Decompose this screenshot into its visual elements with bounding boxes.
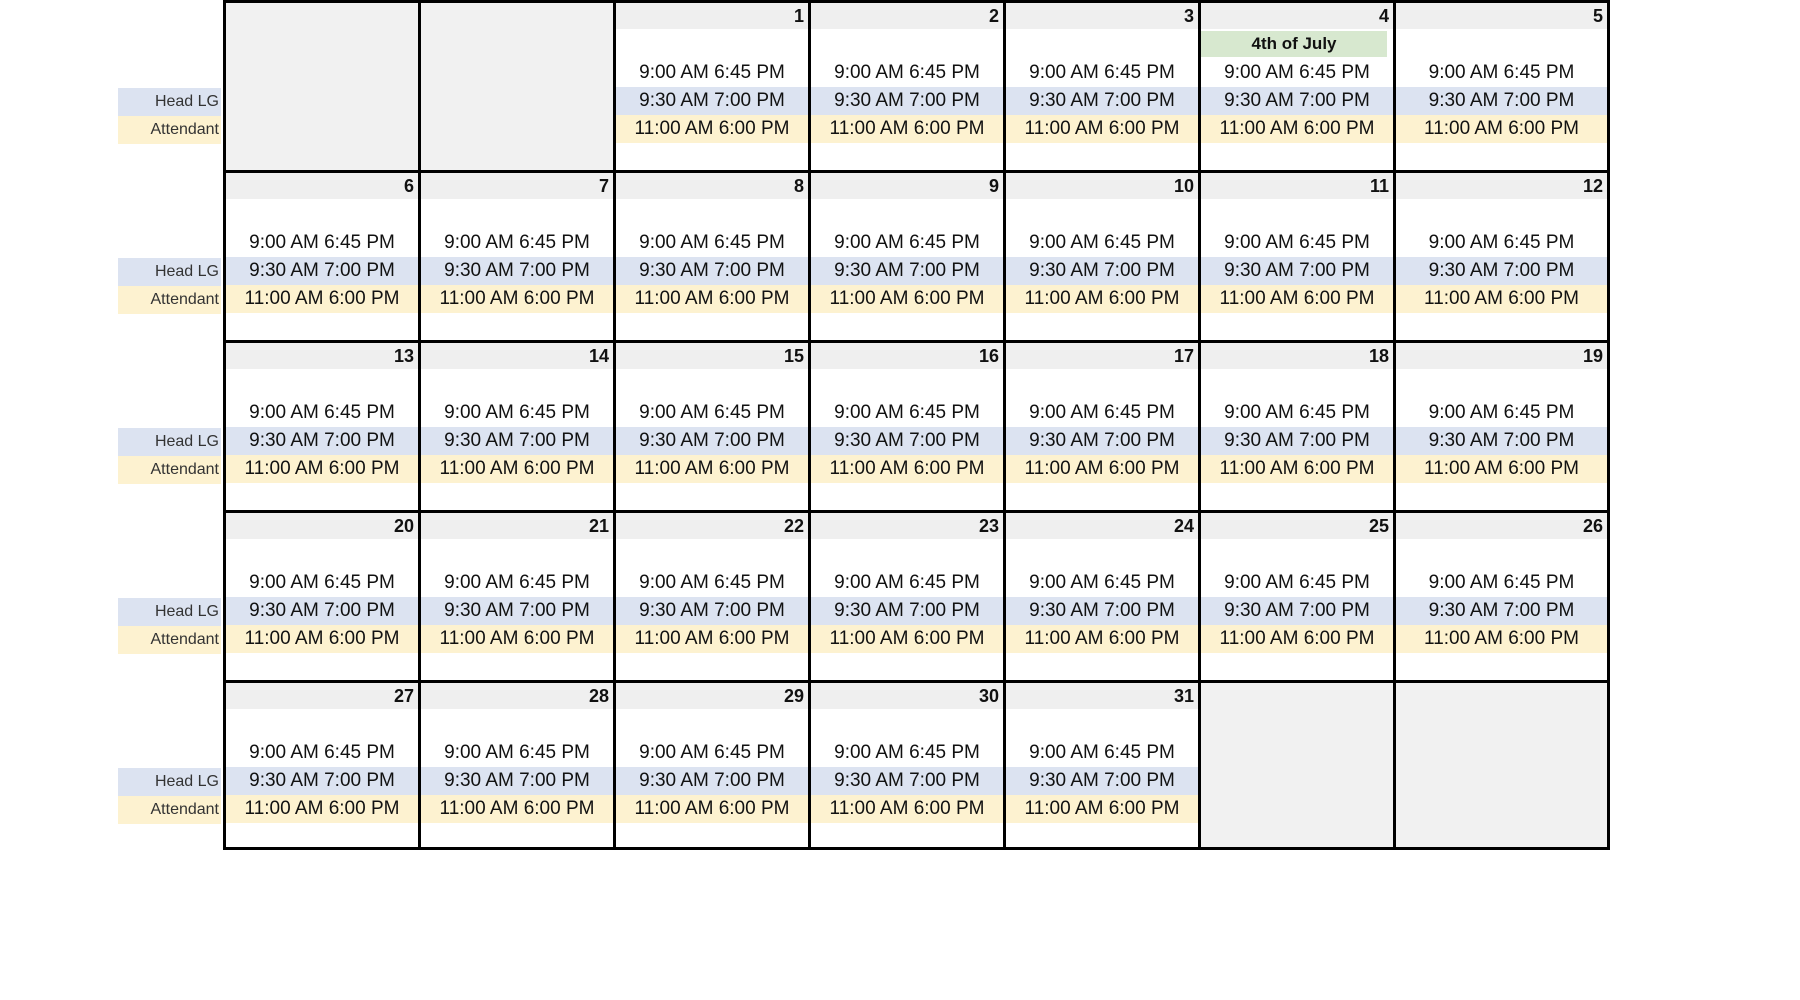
day-number: 1	[616, 3, 808, 29]
day-cell	[1198, 340, 1393, 510]
attendant-label: Attendant	[118, 286, 221, 314]
day-number: 3	[1006, 3, 1198, 29]
day-cell	[1003, 0, 1198, 170]
empty-day-cell	[418, 0, 613, 170]
shift-time-1: 9:00 AM 6:45 PM	[1224, 402, 1370, 423]
head-lg-shift: 9:30 AM 7:00 PM	[226, 427, 418, 455]
row-labels	[118, 170, 223, 340]
day-number: 12	[1396, 173, 1607, 199]
day-cell	[613, 170, 808, 340]
head-lg-shift: 9:30 AM 7:00 PM	[616, 257, 808, 285]
attendant-label: Attendant	[118, 116, 221, 144]
day-cell	[223, 340, 418, 510]
head-lg-shift: 9:30 AM 7:00 PM	[1006, 257, 1198, 285]
day-number: 28	[421, 683, 613, 709]
day-number: 7	[421, 173, 613, 199]
day-cell	[1198, 170, 1393, 340]
day-cell	[418, 340, 613, 510]
attendant-shift: 11:00 AM 6:00 PM	[1006, 455, 1198, 483]
shift-time-1: 9:00 AM 6:45 PM	[1428, 402, 1575, 423]
day-cell	[1003, 510, 1198, 680]
day-cell	[1198, 510, 1393, 680]
row-labels	[118, 340, 223, 510]
schedule-calendar	[118, 0, 1610, 850]
row-labels	[118, 510, 223, 680]
shift-time-1: 9:00 AM 6:45 PM	[1224, 62, 1370, 83]
day-number: 4	[1201, 3, 1393, 29]
attendant-shift: 11:00 AM 6:00 PM	[226, 625, 418, 653]
attendant-label: Attendant	[118, 456, 221, 484]
day-number: 25	[1201, 513, 1393, 539]
shift-time-1: 9:00 AM 6:45 PM	[639, 742, 785, 763]
shift-time-1: 9:00 AM 6:45 PM	[249, 572, 395, 593]
attendant-shift: 11:00 AM 6:00 PM	[811, 795, 1003, 823]
head-lg-shift: 9:30 AM 7:00 PM	[226, 257, 418, 285]
attendant-shift: 11:00 AM 6:00 PM	[226, 285, 418, 313]
day-number: 18	[1201, 343, 1393, 369]
day-number: 16	[811, 343, 1003, 369]
attendant-shift: 11:00 AM 6:00 PM	[1006, 115, 1198, 143]
head-lg-shift: 9:30 AM 7:00 PM	[226, 767, 418, 795]
head-lg-shift: 9:30 AM 7:00 PM	[421, 427, 613, 455]
head-lg-shift: 9:30 AM 7:00 PM	[1396, 257, 1607, 285]
attendant-shift: 11:00 AM 6:00 PM	[1006, 795, 1198, 823]
day-number: 22	[616, 513, 808, 539]
attendant-label: Attendant	[118, 626, 221, 654]
head-lg-label: Head LG	[118, 768, 221, 796]
day-number: 17	[1006, 343, 1198, 369]
attendant-shift: 11:00 AM 6:00 PM	[1006, 625, 1198, 653]
day-cell	[418, 170, 613, 340]
attendant-shift: 11:00 AM 6:00 PM	[616, 795, 808, 823]
head-lg-shift: 9:30 AM 7:00 PM	[421, 767, 613, 795]
head-lg-label: Head LG	[118, 88, 221, 116]
attendant-shift: 11:00 AM 6:00 PM	[1201, 455, 1393, 483]
head-lg-shift: 9:30 AM 7:00 PM	[1396, 427, 1607, 455]
day-number: 11	[1201, 173, 1393, 199]
head-lg-shift: 9:30 AM 7:00 PM	[1396, 597, 1607, 625]
head-lg-shift: 9:30 AM 7:00 PM	[226, 597, 418, 625]
attendant-shift: 11:00 AM 6:00 PM	[421, 285, 613, 313]
attendant-shift: 11:00 AM 6:00 PM	[421, 625, 613, 653]
head-lg-label: Head LG	[118, 258, 221, 286]
day-number: 30	[811, 683, 1003, 709]
head-lg-shift: 9:30 AM 7:00 PM	[1006, 427, 1198, 455]
attendant-shift: 11:00 AM 6:00 PM	[616, 455, 808, 483]
attendant-shift: 11:00 AM 6:00 PM	[1396, 285, 1607, 313]
shift-time-1: 9:00 AM 6:45 PM	[639, 232, 785, 253]
attendant-shift: 11:00 AM 6:00 PM	[811, 285, 1003, 313]
day-number: 29	[616, 683, 808, 709]
attendant-shift: 11:00 AM 6:00 PM	[616, 115, 808, 143]
empty-day-cell	[1198, 680, 1393, 850]
attendant-shift: 11:00 AM 6:00 PM	[226, 455, 418, 483]
day-number: 15	[616, 343, 808, 369]
head-lg-label: Head LG	[118, 598, 221, 626]
day-cell	[1393, 510, 1610, 680]
shift-time-1: 9:00 AM 6:45 PM	[444, 402, 590, 423]
attendant-shift: 11:00 AM 6:00 PM	[421, 455, 613, 483]
head-lg-shift: 9:30 AM 7:00 PM	[1201, 257, 1393, 285]
attendant-shift: 11:00 AM 6:00 PM	[1201, 115, 1393, 143]
day-cell	[418, 510, 613, 680]
head-lg-shift: 9:30 AM 7:00 PM	[616, 597, 808, 625]
attendant-shift: 11:00 AM 6:00 PM	[226, 795, 418, 823]
shift-time-1: 9:00 AM 6:45 PM	[1029, 62, 1175, 83]
shift-time-1: 9:00 AM 6:45 PM	[834, 572, 980, 593]
head-lg-shift: 9:30 AM 7:00 PM	[1396, 87, 1607, 115]
attendant-shift: 11:00 AM 6:00 PM	[1396, 455, 1607, 483]
day-number: 26	[1396, 513, 1607, 539]
head-lg-shift: 9:30 AM 7:00 PM	[616, 767, 808, 795]
attendant-shift: 11:00 AM 6:00 PM	[616, 285, 808, 313]
head-lg-shift: 9:30 AM 7:00 PM	[1006, 87, 1198, 115]
day-cell	[808, 340, 1003, 510]
day-number: 19	[1396, 343, 1607, 369]
attendant-shift: 11:00 AM 6:00 PM	[1396, 115, 1607, 143]
head-lg-shift: 9:30 AM 7:00 PM	[811, 427, 1003, 455]
day-number: 20	[226, 513, 418, 539]
day-cell	[808, 680, 1003, 850]
shift-time-1: 9:00 AM 6:45 PM	[639, 62, 785, 83]
day-cell	[808, 510, 1003, 680]
day-number: 10	[1006, 173, 1198, 199]
day-number: 6	[226, 173, 418, 199]
attendant-shift: 11:00 AM 6:00 PM	[811, 115, 1003, 143]
shift-time-1: 9:00 AM 6:45 PM	[444, 232, 590, 253]
shift-time-1: 9:00 AM 6:45 PM	[1029, 232, 1175, 253]
head-lg-shift: 9:30 AM 7:00 PM	[811, 257, 1003, 285]
day-cell	[223, 680, 418, 850]
head-lg-shift: 9:30 AM 7:00 PM	[811, 87, 1003, 115]
day-number: 5	[1396, 3, 1607, 29]
head-lg-shift: 9:30 AM 7:00 PM	[421, 597, 613, 625]
day-cell	[223, 170, 418, 340]
shift-time-1: 9:00 AM 6:45 PM	[834, 232, 980, 253]
head-lg-label: Head LG	[118, 428, 221, 456]
attendant-shift: 11:00 AM 6:00 PM	[1201, 625, 1393, 653]
day-number: 2	[811, 3, 1003, 29]
empty-day-cell	[223, 0, 418, 170]
shift-time-1: 9:00 AM 6:45 PM	[639, 572, 785, 593]
day-cell	[613, 680, 808, 850]
shift-time-1: 9:00 AM 6:45 PM	[1029, 402, 1175, 423]
day-cell	[1393, 340, 1610, 510]
day-number: 23	[811, 513, 1003, 539]
day-number: 8	[616, 173, 808, 199]
head-lg-shift: 9:30 AM 7:00 PM	[616, 427, 808, 455]
day-number: 13	[226, 343, 418, 369]
head-lg-shift: 9:30 AM 7:00 PM	[1006, 767, 1198, 795]
head-lg-shift: 9:30 AM 7:00 PM	[1201, 87, 1393, 115]
head-lg-shift: 9:30 AM 7:00 PM	[1201, 597, 1393, 625]
day-number: 24	[1006, 513, 1198, 539]
attendant-shift: 11:00 AM 6:00 PM	[1396, 625, 1607, 653]
shift-time-1: 9:00 AM 6:45 PM	[1428, 232, 1575, 253]
head-lg-shift: 9:30 AM 7:00 PM	[811, 767, 1003, 795]
shift-time-1: 9:00 AM 6:45 PM	[249, 742, 395, 763]
day-cell	[808, 0, 1003, 170]
shift-time-1: 9:00 AM 6:45 PM	[1224, 572, 1370, 593]
head-lg-shift: 9:30 AM 7:00 PM	[421, 257, 613, 285]
shift-time-1: 9:00 AM 6:45 PM	[1428, 62, 1575, 83]
day-number: 31	[1006, 683, 1198, 709]
day-number: 21	[421, 513, 613, 539]
head-lg-shift: 9:30 AM 7:00 PM	[811, 597, 1003, 625]
day-cell	[1003, 170, 1198, 340]
day-cell	[223, 510, 418, 680]
shift-time-1: 9:00 AM 6:45 PM	[834, 402, 980, 423]
shift-time-1: 9:00 AM 6:45 PM	[1029, 742, 1175, 763]
shift-time-1: 9:00 AM 6:45 PM	[444, 572, 590, 593]
day-number: 27	[226, 683, 418, 709]
day-number: 14	[421, 343, 613, 369]
day-cell	[1393, 0, 1610, 170]
day-cell	[1003, 680, 1198, 850]
shift-time-1: 9:00 AM 6:45 PM	[1224, 232, 1370, 253]
attendant-shift: 11:00 AM 6:00 PM	[811, 455, 1003, 483]
shift-time-1: 9:00 AM 6:45 PM	[1029, 572, 1175, 593]
day-cell	[418, 680, 613, 850]
day-cell	[613, 340, 808, 510]
day-cell	[808, 170, 1003, 340]
attendant-shift: 11:00 AM 6:00 PM	[616, 625, 808, 653]
holiday-label: 4th of July	[1201, 31, 1387, 57]
head-lg-shift: 9:30 AM 7:00 PM	[1006, 597, 1198, 625]
shift-time-1: 9:00 AM 6:45 PM	[1428, 572, 1575, 593]
attendant-shift: 11:00 AM 6:00 PM	[1006, 285, 1198, 313]
day-cell	[1003, 340, 1198, 510]
day-cell	[613, 510, 808, 680]
day-number: 9	[811, 173, 1003, 199]
shift-time-1: 9:00 AM 6:45 PM	[444, 742, 590, 763]
shift-time-1: 9:00 AM 6:45 PM	[834, 62, 980, 83]
day-cell	[1198, 0, 1393, 170]
day-cell	[613, 0, 808, 170]
shift-time-1: 9:00 AM 6:45 PM	[249, 402, 395, 423]
shift-time-1: 9:00 AM 6:45 PM	[834, 742, 980, 763]
attendant-shift: 11:00 AM 6:00 PM	[811, 625, 1003, 653]
row-labels	[118, 0, 223, 170]
head-lg-shift: 9:30 AM 7:00 PM	[1201, 427, 1393, 455]
empty-day-cell	[1393, 680, 1610, 850]
shift-time-1: 9:00 AM 6:45 PM	[249, 232, 395, 253]
attendant-label: Attendant	[118, 796, 221, 824]
attendant-shift: 11:00 AM 6:00 PM	[421, 795, 613, 823]
day-cell	[1393, 170, 1610, 340]
head-lg-shift: 9:30 AM 7:00 PM	[616, 87, 808, 115]
row-labels	[118, 680, 223, 850]
attendant-shift: 11:00 AM 6:00 PM	[1201, 285, 1393, 313]
shift-time-1: 9:00 AM 6:45 PM	[639, 402, 785, 423]
